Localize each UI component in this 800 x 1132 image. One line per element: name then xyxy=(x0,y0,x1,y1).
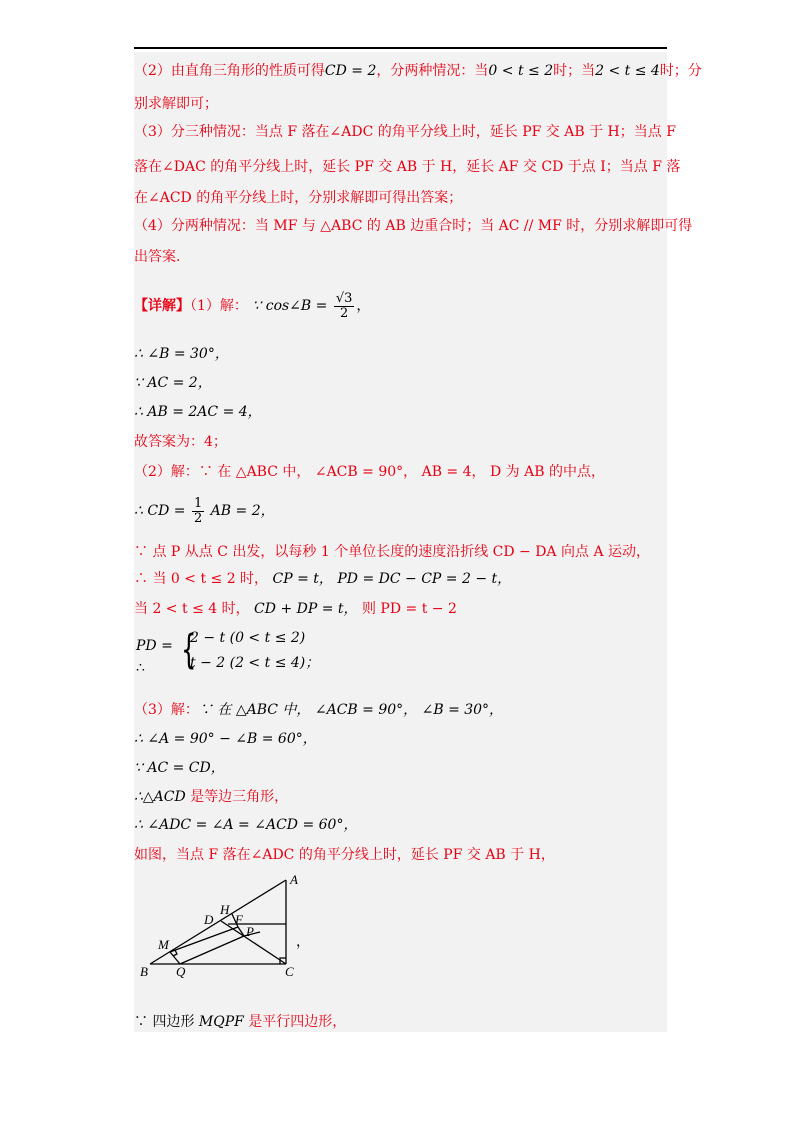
brace-symbol: { xyxy=(181,627,197,673)
solution-3-line-6: 如图，当点 F 落在∠ADC 的角平分线上时，延长 PF 交 AB 于 H， xyxy=(134,847,555,863)
solution-2-line-3: ∵ 点 P 从点 C 出发，以每秒 1 个单位长度的速度沿折线 CD − DA 向点 A 运动， xyxy=(134,544,651,560)
solution-3-line-4: ∴△ACD 是等边三角形， xyxy=(134,789,289,805)
solution-2-line-1: （2）解：∵ 在 △ABC 中， ∠ACB = 90°， AB = 4， D 为 AB 的中点， xyxy=(134,464,605,480)
hint-3-line-3: 在∠ACD 的角平分线上时，分别求解即可得出答案； xyxy=(134,190,463,206)
solution-3-line-5: ∴ ∠ADC = ∠A = ∠ACD = 60°， xyxy=(134,817,358,833)
hint-3-line-1: （3）分三种情况：当点 F 落在∠ADC 的角平分线上时，延长 PF 交 AB 于 H；当点 F xyxy=(134,124,676,140)
hint-2-line-2: 别求解即可； xyxy=(134,96,218,112)
label-m: M xyxy=(158,937,169,952)
detail-label: 【详解】 xyxy=(134,298,190,314)
hint-4-line-2: 出答案. xyxy=(134,249,181,265)
label-h: H xyxy=(220,902,230,917)
solution-1-answer: 故答案为：4； xyxy=(134,434,227,450)
segment-mq xyxy=(170,952,180,964)
hint-4-line-1: （4）分两种情况：当 MF 与 △ABC 的 AB 边重合时；当 AC // MF 时，分别求解即可得 xyxy=(134,218,693,234)
fraction-1-over-2: $\frac{1}{2}$ xyxy=(193,495,203,526)
label-b: B xyxy=(140,964,148,979)
label-f: F xyxy=(235,912,243,927)
solution-2-line-2: ∴ CD = $\frac{1}{2}$ AB = 2， xyxy=(134,495,275,526)
geometry-figure xyxy=(140,872,310,982)
solution-3-line-3: ∵ AC = CD， xyxy=(134,760,225,776)
label-d: D xyxy=(204,912,214,927)
figure-comma: ， xyxy=(296,934,310,950)
solution-1-line-3: ∵ AC = 2， xyxy=(134,375,212,391)
solution-3-line-1: （3）解：∵ 在 △ABC 中， ∠ACB = 90°， ∠B = 30°， xyxy=(134,702,504,718)
hint-3-line-2: 落在∠DAC 的角平分线上时，延长 PF 交 AB 于 H，延长 AF 交 CD 于点 I；当点 F 落 xyxy=(134,159,681,175)
solution-2-line-5: 当 2 < t ≤ 4 时， CD + DP = t， 则 PD = t − 2 xyxy=(134,601,457,617)
solution-3-line-7: ∵ 四边形 MQPF 是平行四边形， xyxy=(134,1014,347,1030)
solution-1-line-1: 【详解】（1）解： ∵ cos∠B = $\frac{√3}{2}$ ， xyxy=(134,290,371,321)
label-p: P xyxy=(246,924,254,939)
solution-1-line-2: ∴ ∠B = 30°， xyxy=(134,346,229,362)
label-c: C xyxy=(285,964,294,979)
fraction-sqrt3-over-2: $\frac{√3}{2}$ xyxy=(335,290,353,321)
solution-2-line-4: ∴ 当 0 < t ≤ 2 时， CP = t， PD = DC − CP = 2 − t， xyxy=(134,571,512,587)
label-a: A xyxy=(290,872,298,887)
piecewise-pd: PD = { 2 − t (0 < t ≤ 2) t − 2 (2 < t ≤ 4)； ∴ xyxy=(136,627,320,676)
header-rule xyxy=(134,47,667,49)
hint-2-line-1: （2）由直角三角形的性质可得CD = 2，分两种情况：当0 < t ≤ 2时；当2 < t ≤ 4时；分 xyxy=(134,63,702,79)
label-q: Q xyxy=(176,964,186,979)
solution-1-line-4: ∴ AB = 2AC = 4， xyxy=(134,404,262,420)
solution-3-line-2: ∴ ∠A = 90° − ∠B = 60°， xyxy=(134,731,317,747)
